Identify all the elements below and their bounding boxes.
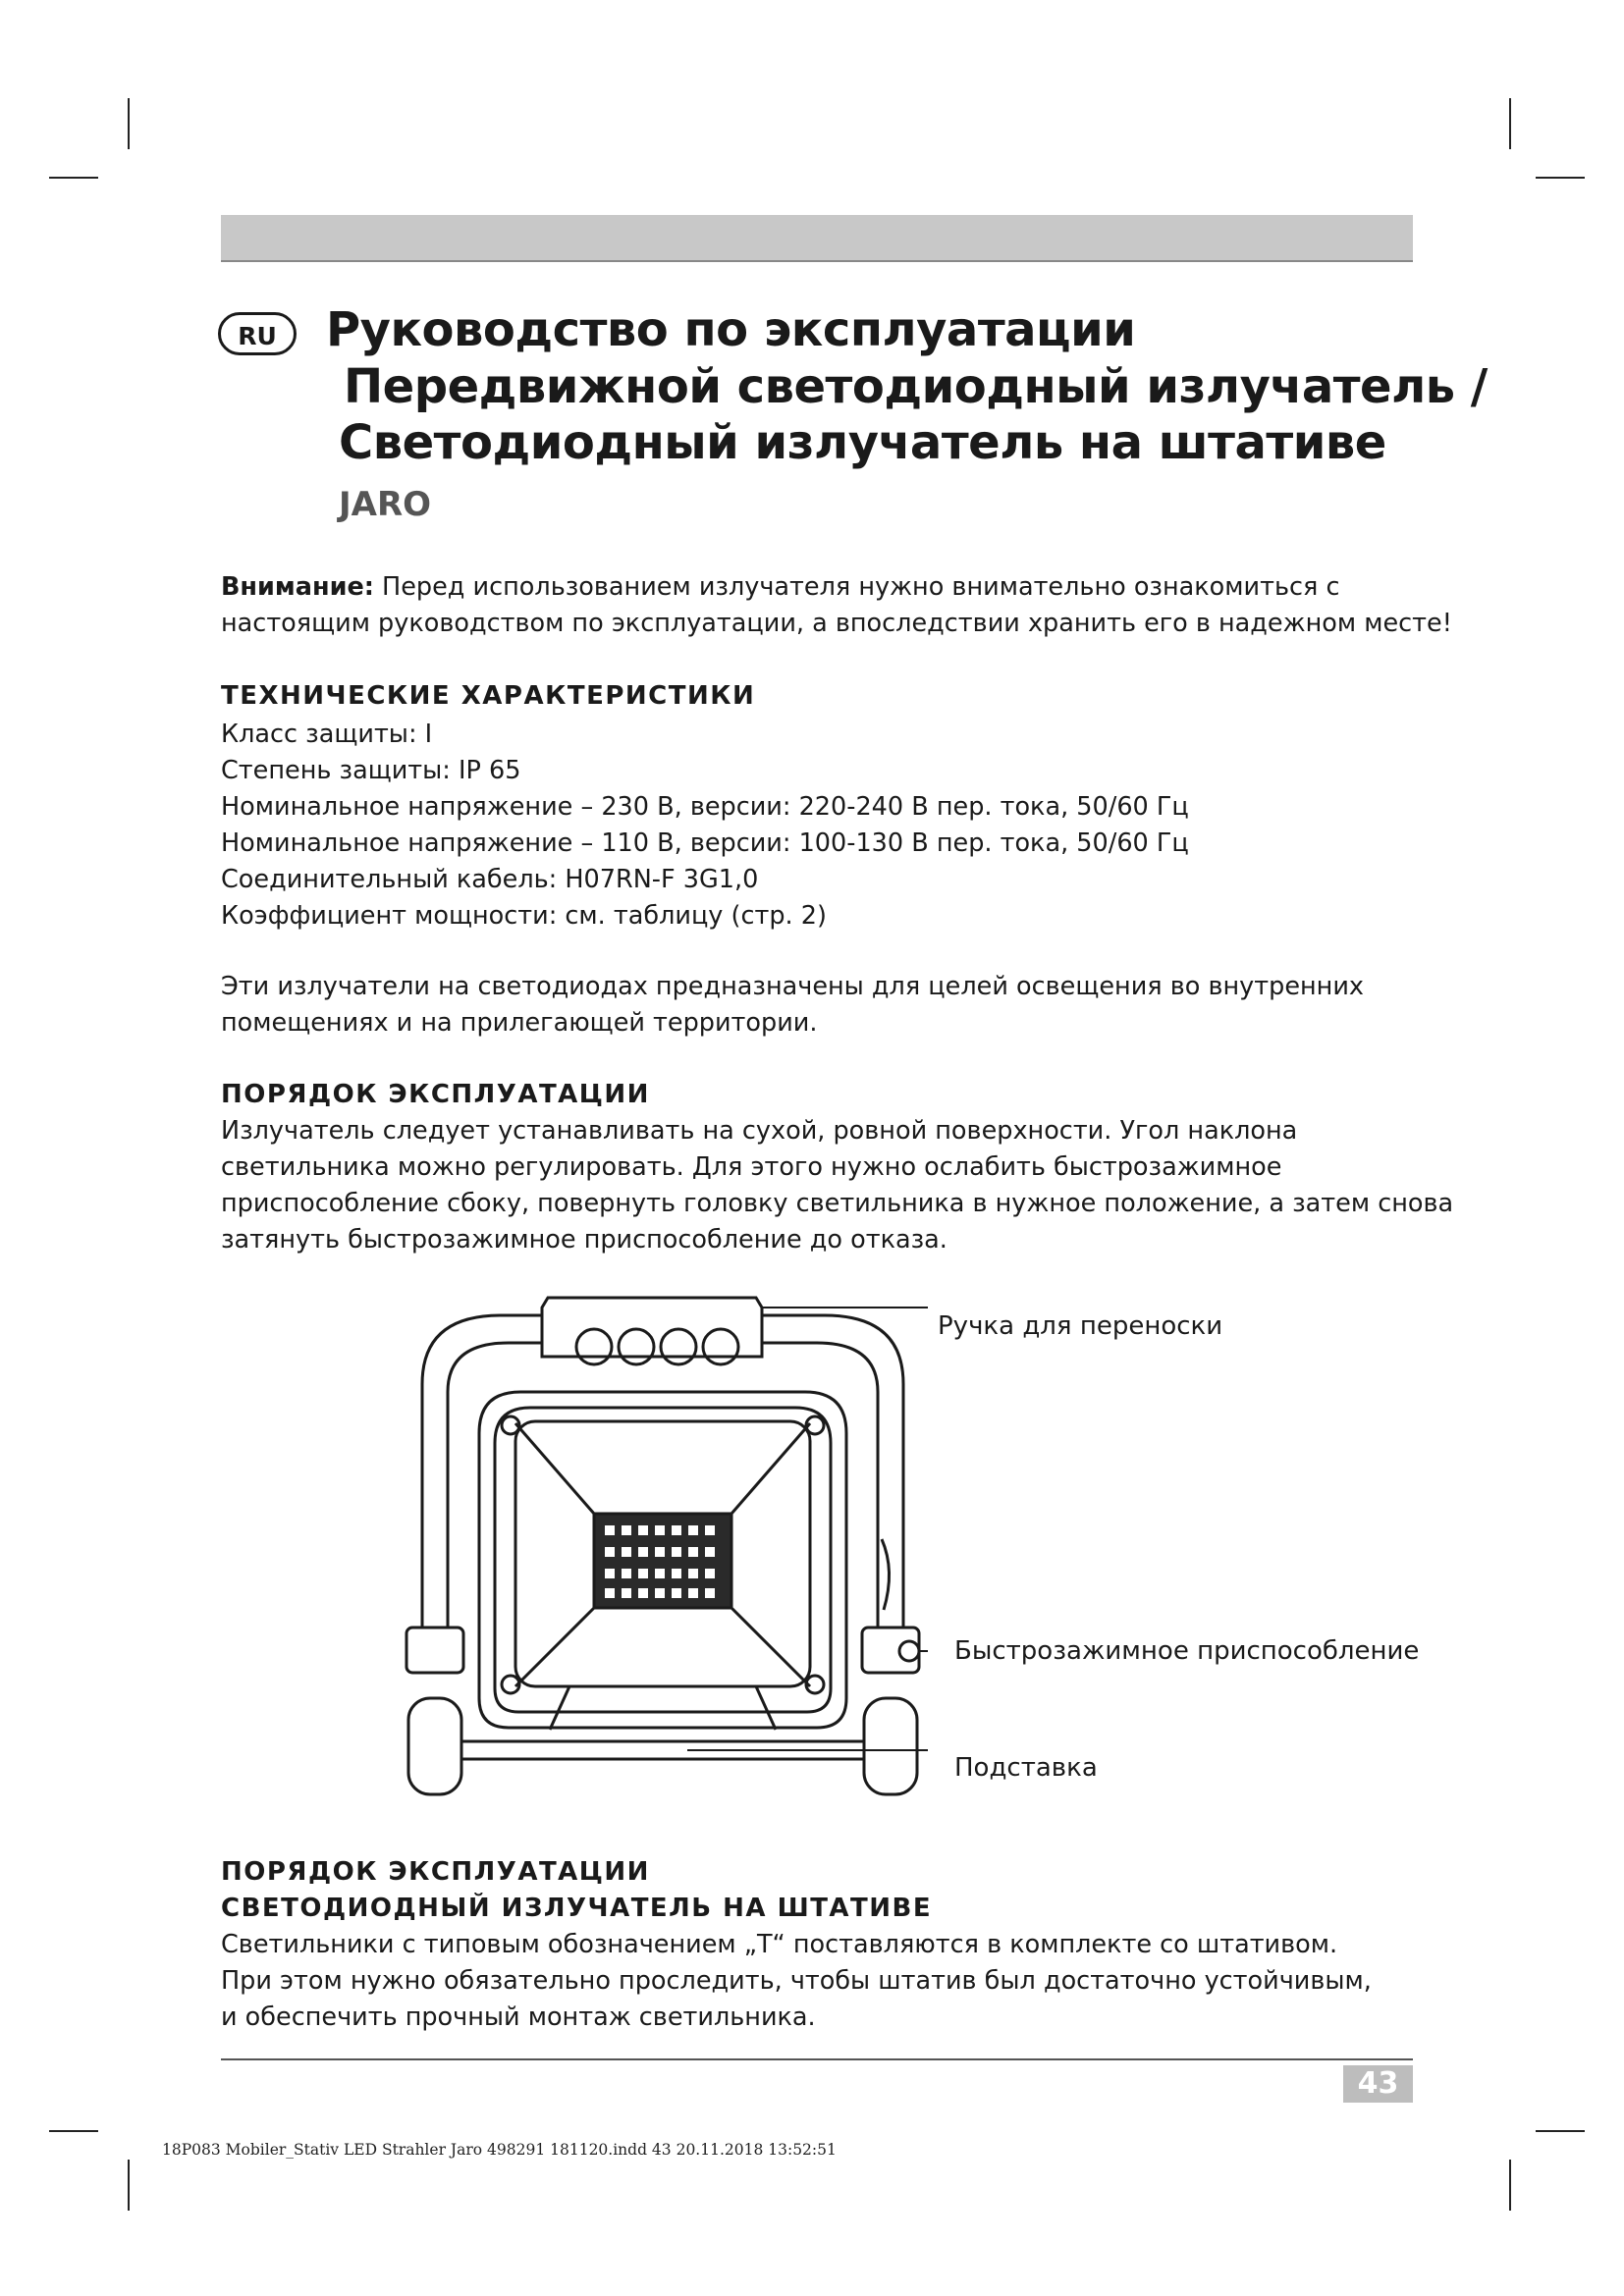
warning-text-2: настоящим руководством по эксплуатации, а впоследствии хранить его в надежном месте! (221, 609, 1452, 638)
crop-mark (1509, 2160, 1511, 2211)
stand-foot-left (408, 1698, 461, 1794)
operation-line: затянуть быстрозажимное приспособление до отказа. (221, 1225, 947, 1255)
pivot-left (406, 1628, 463, 1673)
page-number: 43 (1343, 2065, 1413, 2103)
tripod-line: Светильники с типовым обозначением „T“ поставляются в комплекте со штативом. (221, 1930, 1338, 1959)
print-footer: 18P083 Mobiler_Stativ LED Strahler Jaro 498291 181120.indd 43 20.11.2018 13:52:51 (162, 2141, 837, 2159)
title-line-2: Передвижной светодиодный излучатель / (344, 359, 1488, 414)
purpose-line: помещениях и на прилегающей территории. (221, 1008, 818, 1038)
pivot-right (862, 1628, 919, 1673)
spec-line: Степень защиты: IP 65 (221, 756, 521, 785)
spec-line: Номинальное напряжение – 110 В, версии: 100-130 В пер. тока, 50/60 Гц (221, 828, 1189, 858)
crop-mark (128, 98, 130, 149)
spec-line: Номинальное напряжение – 230 В, версии: 220-240 В пер. тока, 50/60 Гц (221, 792, 1189, 822)
header-bar (221, 215, 1413, 262)
crop-mark (49, 2130, 98, 2132)
purpose-line: Эти излучатели на светодиодах предназначены для целей освещения во внутренних (221, 972, 1365, 1001)
title-line-3: Светодиодный излучатель на штативе (339, 415, 1386, 470)
label-quick-clamp: Быстрозажимное приспособление (954, 1636, 1420, 1666)
tripod-line: и обеспечить прочный монтаж светильника. (221, 2002, 816, 2032)
label-stand: Подставка (954, 1753, 1098, 1783)
stand-foot-right (864, 1698, 917, 1794)
tripod-heading-1: ПОРЯДОК ЭКСПЛУАТАЦИИ (221, 1857, 650, 1887)
crop-mark (1536, 177, 1585, 179)
language-badge: RU (218, 312, 297, 355)
model-name: JARO (339, 485, 432, 524)
specs-heading: ТЕХНИЧЕСКИЕ ХАРАКТЕРИСТИКИ (221, 681, 756, 711)
operation-heading: ПОРЯДОК ЭКСПЛУАТАЦИИ (221, 1080, 650, 1109)
spec-line: Класс защиты: I (221, 720, 433, 749)
title-line-1: Руководство по эксплуатации (326, 302, 1136, 357)
tripod-paragraph (221, 1927, 1372, 2036)
spec-line: Соединительный кабель: H07RN-F 3G1,0 (221, 865, 759, 894)
crop-mark (1509, 98, 1511, 149)
quick-clamp-lever (882, 1539, 890, 1610)
purpose-paragraph (221, 969, 1364, 1041)
crop-mark (49, 177, 98, 179)
tripod-heading-2: СВЕТОДИОДНЫЙ ИЗЛУЧАТЕЛЬ НА ШТАТИВЕ (221, 1894, 933, 1923)
warning-text-1: Перед использованием излучателя нужно внимательно ознакомиться с (373, 572, 1340, 602)
footer-rule (221, 2058, 1413, 2060)
operation-line: светильника можно регулировать. Для этого нужно ослабить быстрозажимное (221, 1152, 1282, 1182)
tripod-line: При этом нужно обязательно проследить, чтобы штатив был достаточно устойчивым, (221, 1966, 1372, 1996)
label-carry-handle: Ручка для переноски (938, 1311, 1223, 1341)
operation-line: Излучатель следует устанавливать на сухой, ровной поверхности. Угол наклона (221, 1116, 1298, 1146)
operation-paragraph (221, 1113, 1453, 1258)
spec-line: Коэффициент мощности: см. таблицу (стр. 2) (221, 901, 827, 931)
crop-mark (128, 2160, 130, 2211)
specs-list (221, 717, 1189, 934)
warning-paragraph (221, 569, 1452, 642)
operation-line: приспособление сбоку, повернуть головку светильника в нужное положение, а затем снова (221, 1189, 1454, 1218)
floodlight-illustration (393, 1296, 952, 1826)
warning-label: Внимание: (221, 572, 374, 602)
crop-mark (1536, 2130, 1585, 2132)
